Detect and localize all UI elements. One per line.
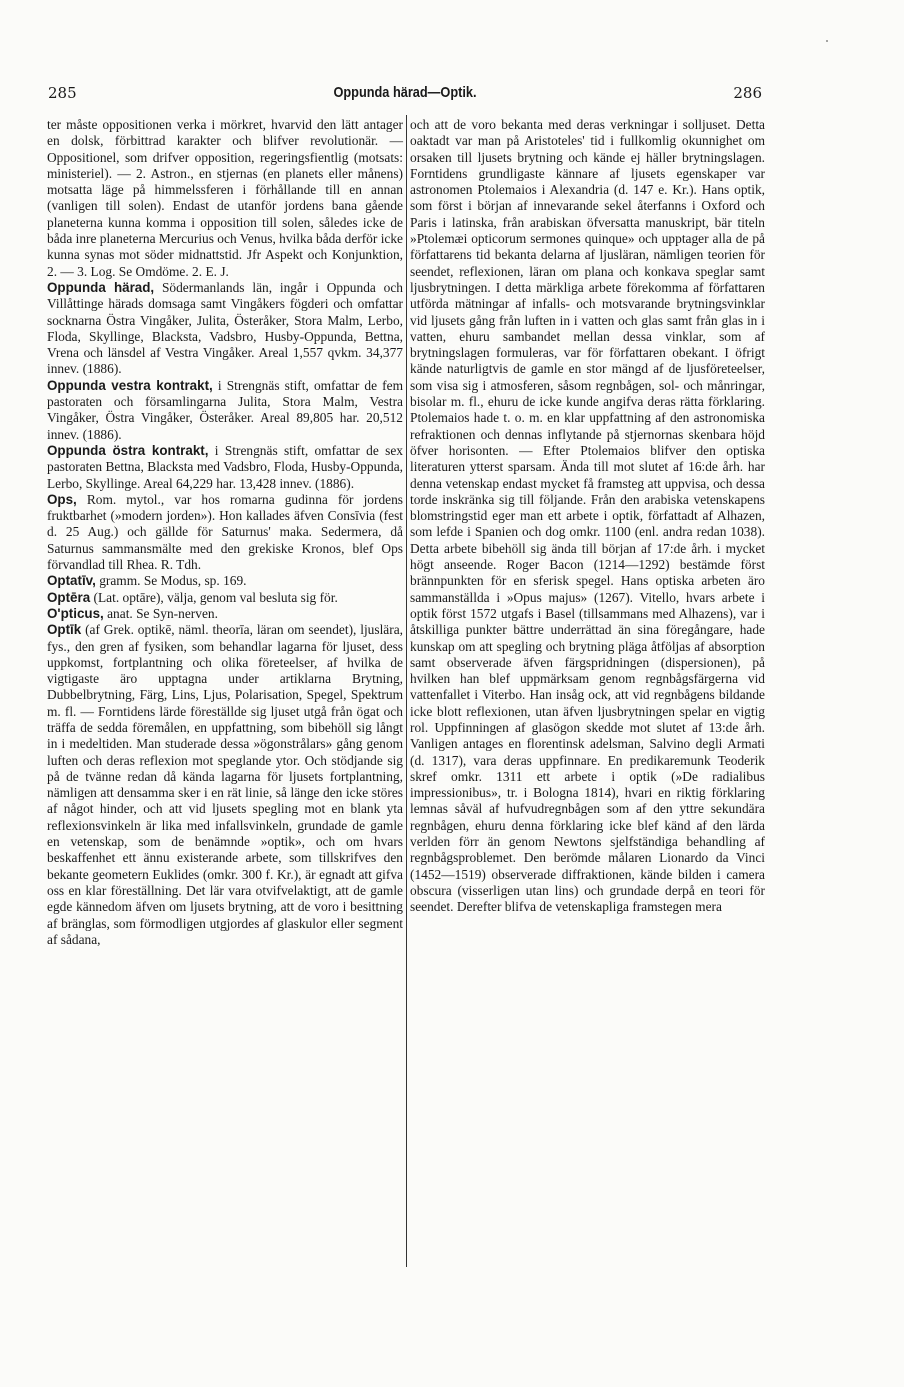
entry-text: (Lat. optāre), välja, genom val besluta sig för. [90, 589, 338, 605]
page-header [48, 84, 762, 106]
column-divider [406, 115, 407, 1267]
entry-oppunda-ostra [47, 443, 403, 492]
entry-optik [47, 622, 403, 948]
headword: Oppunda vestra kontrakt, [47, 377, 213, 393]
headword: Optēra [47, 589, 91, 605]
entry-ops [47, 492, 403, 573]
page-number-right: 286 [733, 84, 762, 102]
entry-text: (af Grek. optikē, näml. theorīa, läran om seendet), ljuslära, fys., den gren af fysiken, som behandlar lagarna för ljuset, dess uppkomst, fortplantning och olika företeelser, af hvilka de vigtigaste äro upptagna under artiklarna Brytning, Dubbelbrytning, Färg, Lins, Ljus, Polarisation, Spegel, Spektrum m. fl. — Forntidens lärde föreställde sig ljuset utgå från ögat och träffa de sedda föremålen, en uppfattning, som bibehöll sig långt in i medeltiden. Man studerade dessa »ögonstrålars» gång genom luften och deras reflexion mot speglande ytor. Och stödjande sig på de tvänne redan då kända lagarna för ljusets fortplantning, nämligen att densamma sker i en rät linie, så länge den icke störes af något hinder, och att vid ljusets spegling mot en blank yta reflexionsvinkeln är lika med infallsvinkeln, grundade de gamle en vetenskap, som de benämnde »optik», och om hvars beskaffenhet ett ännu existerande arbete, som tillskrifves den bekante geometern Euklides (omkr. 300 f. Kr.), är egnadt att gifva oss en klar föreställning. Det lär vara otvifvelaktigt, att de gamle egde kännedom äfven om ljusets brytning, att de voro i besittning af bränglas, som förmodligen utgjordes af glaskulor eller segment af sådana, [47, 622, 403, 947]
headword: Optīk [47, 622, 82, 638]
speck [826, 40, 828, 42]
entry-text: i Strengnäs stift, omfattar de fem pastoraten och församlingarna Julita, Stora Malm, Vestra Vingåker, Östra Vingåker, Österåker. Areal 89,805 har. 20,512 innev. (1886). [47, 377, 403, 442]
entry-optik-cont: och att de voro bekanta med deras verkningar i solljuset. Detta oaktadt var man på Aristoteles' tid i fullkomlig okunnighet om orsaken till ljusets brytning och kände ej häller brytningslagen. Forntidens grundligaste kännare af ljusets egenskaper var astronomen Ptolemaios i Alexandria (d. 147 e. Kr.). Hans optik, som först i början af innevarande sekel återfanns i Oxford och Paris i latinska, från arabiskan öfversatta manuskript, bär titeln »Ptolemæi opticorum sermones quinque» och upptager alla de på författarens tid bekanta delarna af ljusläran, nämligen teorien för seendet, reflexionen, läran om plana och konkava speglar samt ljusbrytningen. I detta märkliga arbete förekomma af författaren utförda mätningar af infalls- och motsvarande brytningsvinklar vid ljusets gång från luften in i vatten och glas samt från glas in i vatten, ehuru sambandet mellan dessa vinklar, som af brytningslagen formuleras, var för författaren obekant. I öfrigt kände naturligtvis de gamle en stor mängd af de ljusföreteelser, som visa sig i atmosferen, såsom regnbågen, sol- och månringar, bisolar m. fl., ehuru de icke kunde angifva deras rätta förklaring. Ptolemaios hade t. o. m. en klar uppfattning af den astronomiska refraktionen och dennas inflytande på stjernornas skenbara höjd öfver horisonten. — Efter Ptolemaios blifver den optiska literaturen ytterst sparsam. Ända till mot slutet af 16:de årh. har denna vetenskap endast mycket få framsteg att uppvisa, och dessa torde inskränka sig till följande. Från den arabiska vetenskapens blomstringstid eger man ett arbete i optik, författadt af Alhazen, som lefde i Spanien och dog omkr. 1100 (enl. andra redan 1038). Detta arbete bibehöll sig ända till början af 17:de årh. i mycket högt anseende. Roger Bacon (1214—1292) bestämde först brännpunkten för en sferisk spegel. Hans optiska arbeten äro sammanställda i »Opus majus» (1267). Vitello, hvars arbete i optik först 1572 utgafs i Basel (tillsammans med Alhazens), var i åtskilliga punkter bättre underrättad än sina föregångare, hade kunskap om att spegling och brytning pläga åtföljas af absorption samt observerade äfven färgspridningen (dispersionen), på hvilken han blef uppmärksam genom regnbågsfärgerna vid vattenfallet i Viterbo. Han insåg ock, att vid regnbågens bildande icke blott reflexionen, utan äfven ljusbrytningen spelar en vigtig rol. Uppfinningen af glasögon skedde mot slutet af 13:de årh. Vanligen antages en florentinsk adelsman, Salvino degli Armati (d. 1317), vara deras uppfinnare. En predikaremunk Teoderik skref omkr. 1311 ett arbete i optik (»De radialibus impressionibus», tr. i Bologna 1814), hvari en riktig förklaring lemnas såväl af hufvudregnbågen som af den yttre sekundära regnbågen, ehuru denna förklaring icke blef känd af den lärda verlden förr än genom Newtons sjelfständiga behandling af regnbågsproblemet. Den berömde målaren Lionardo da Vinci (1452—1519) observerade diffraktionen, kände bilden i camera obscura (visserligen utan lins) och grundade derpå en teori för seendet. Derefter blifva de vetenskapliga framstegen mera [410, 117, 765, 915]
entry-text: Rom. mytol., var hos romarna gudinna för jordens fruktbarhet (»modern jorden»). Hon kallades äfven Consīvia (fest d. 25 Aug.) och gällde för Saturnus' maka. Sedermera, då Saturnus sammansmälte med den grekiske Kronos, blef Ops förvandlad till Rhea. R. Tdh. [47, 491, 403, 573]
right-column [410, 117, 765, 916]
headword: O'pticus, [47, 605, 104, 621]
entry-text: i Strengnäs stift, omfattar de sex pastoraten Bettna, Blacksta med Vadsbro, Floda, Husby-Oppunda, Lerbo, Skyllinge. Areal 64,229 har. 13,428 innev. (1886). [47, 442, 403, 491]
headword: Oppunda härad, [47, 279, 155, 295]
entry-text: Södermanlands län, ingår i Oppunda och Villåttinge härads domsaga samt Vingåkers fögderi och omfattar socknarna Östra Vingåker, Julita, Österåker, Stora Malm, Lerbo, Floda, Skyllinge, Blacksta, Vadsbro, Husby-Oppunda, Bettna, Vrena och länsdel af Vestra Vingåker. Areal 1,557 qvkm. 34,377 innev. (1886). [47, 279, 403, 377]
entry-opposition-cont: ter måste oppositionen verka i mörkret, hvarvid den lätt antager en dolsk, förbittrad karakter och blifver revolutionär. — Oppositionel, som drifver opposition, regeringsfientlig (motsats: ministeriel). — 2. Astron., en stjernas (en planets eller månens) motsatta läge på himmelssferen i förhållande till en annan (vanligen till solen). Endast de utanför jordens bana gående planeterna kunna komma i opposition till solen, således icke de båda inre planeterna Mercurius och Venus, hvilka båda derför icke kunna synas mot söder midnattstid. Jfr Aspekt och Konjunktion, 2. — 3. Log. Se Omdöme. 2. E. J. [47, 117, 403, 279]
entry-optera [47, 590, 403, 606]
entry-oppunda-vestra [47, 378, 403, 443]
entry-text: gramm. Se Modus, sp. 169. [95, 573, 247, 589]
headword: Ops, [47, 491, 77, 507]
headword: Oppunda östra kontrakt, [47, 442, 209, 458]
page-number-left: 285 [48, 84, 77, 102]
left-column [47, 117, 403, 948]
entry-opticus [47, 606, 403, 622]
entry-optativ [47, 573, 403, 589]
entry-text: anat. Se Syn-nerven. [103, 605, 218, 621]
running-title: Oppunda härad—Optik. [333, 84, 477, 101]
entry-oppunda-harad [47, 280, 403, 378]
headword: Optatīv, [47, 573, 96, 589]
